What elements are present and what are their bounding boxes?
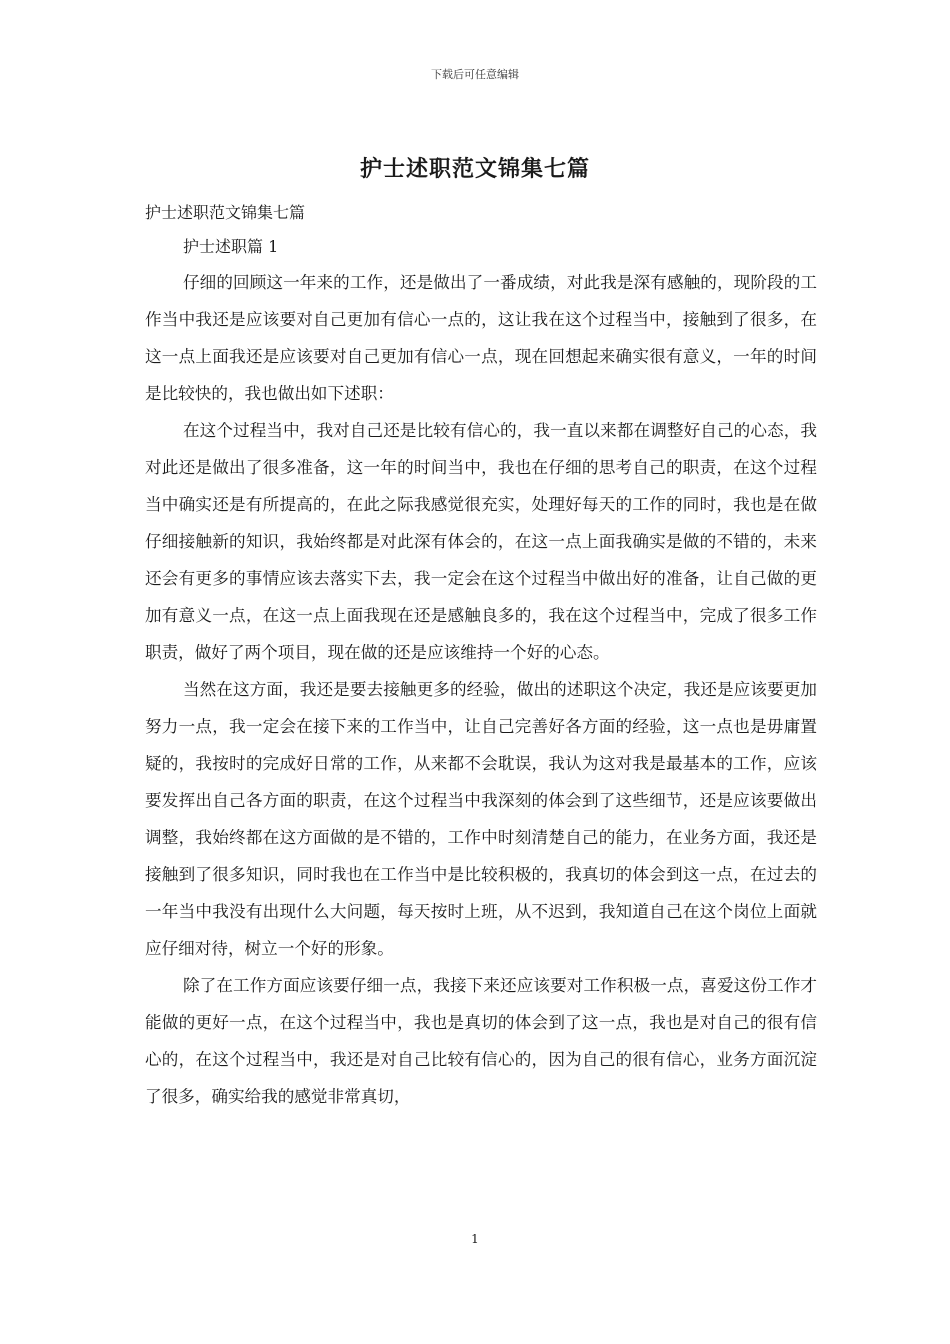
paragraph-3: 当然在这方面，我还是要去接触更多的经验，做出的述职这个决定，我还是应该要更加努力一点，我一定会在接下来的工作当中，让自己完善好各方面的经验，这一点也是毋庸置疑的，我按时的完成好日常的工作，从来都不会耽误，我认为这对我是最基本的工作，应该要发挥出自己各方面的职责，在这个过程当中我深刻的体会到了这些细节，还是应该要做出调整，我始终都在这方面做的是不错的，工作中时刻清楚自己的能力，在业务方面，我还是接触到了很多知识，同时我也在工作当中是比较积极的，我真切的体会到这一点，在过去的一年当中我没有出现什么大问题，每天按时上班，从不迟到，我知道自己在这个岗位上面就应仔细对待，树立一个好的形象。	[145, 680, 817, 958]
section-heading: 护士述职篇 1	[183, 237, 279, 256]
document-subtitle: 护士述职范文锦集七篇	[145, 203, 306, 222]
header-note: 下载后可任意编辑	[431, 68, 519, 81]
paragraph-1: 仔细的回顾这一年来的工作，还是做出了一番成绩，对此我是深有感触的，现阶段的工作当中我还是应该要对自己更加有信心一点的，这让我在这个过程当中，接触到了很多，在这一点上面我还是应该要对自己更加有信心一点，现在回想起来确实很有意义，一年的时间是比较快的，我也做出如下述职：	[145, 273, 817, 403]
document-title: 护士述职范文锦集七篇	[359, 156, 590, 182]
document-body	[145, 196, 817, 1115]
paragraph-4: 除了在工作方面应该要仔细一点，我接下来还应该要对工作积极一点，喜爱这份工作才能做的更好一点，在这个过程当中，我也是真切的体会到了这一点，我也是对自己的很有信心的，在这个过程当中，我还是对自己比较有信心的，因为自己的很有信心，业务方面沉淀了很多，确实给我的感觉非常真切，	[145, 976, 817, 1106]
page-number: 1	[471, 1232, 479, 1246]
paragraph-2: 在这个过程当中，我对自己还是比较有信心的，我一直以来都在调整好自己的心态，我对此还是做出了很多准备，这一年的时间当中，我也在仔细的思考自己的职责，在这个过程当中确实还是有所提高的，在此之际我感觉很充实，处理好每天的工作的同时，我也是在做仔细接触新的知识，我始终都是对此深有体会的，在这一点上面我确实是做的不错的，未来还会有更多的事情应该去落实下去，我一定会在这个过程当中做出好的准备，让自己做的更加有意义一点，在这一点上面我现在还是感触良多的，我在这个过程当中，完成了很多工作职责，做好了两个项目，现在做的还是应该维持一个好的心态。	[145, 421, 817, 662]
